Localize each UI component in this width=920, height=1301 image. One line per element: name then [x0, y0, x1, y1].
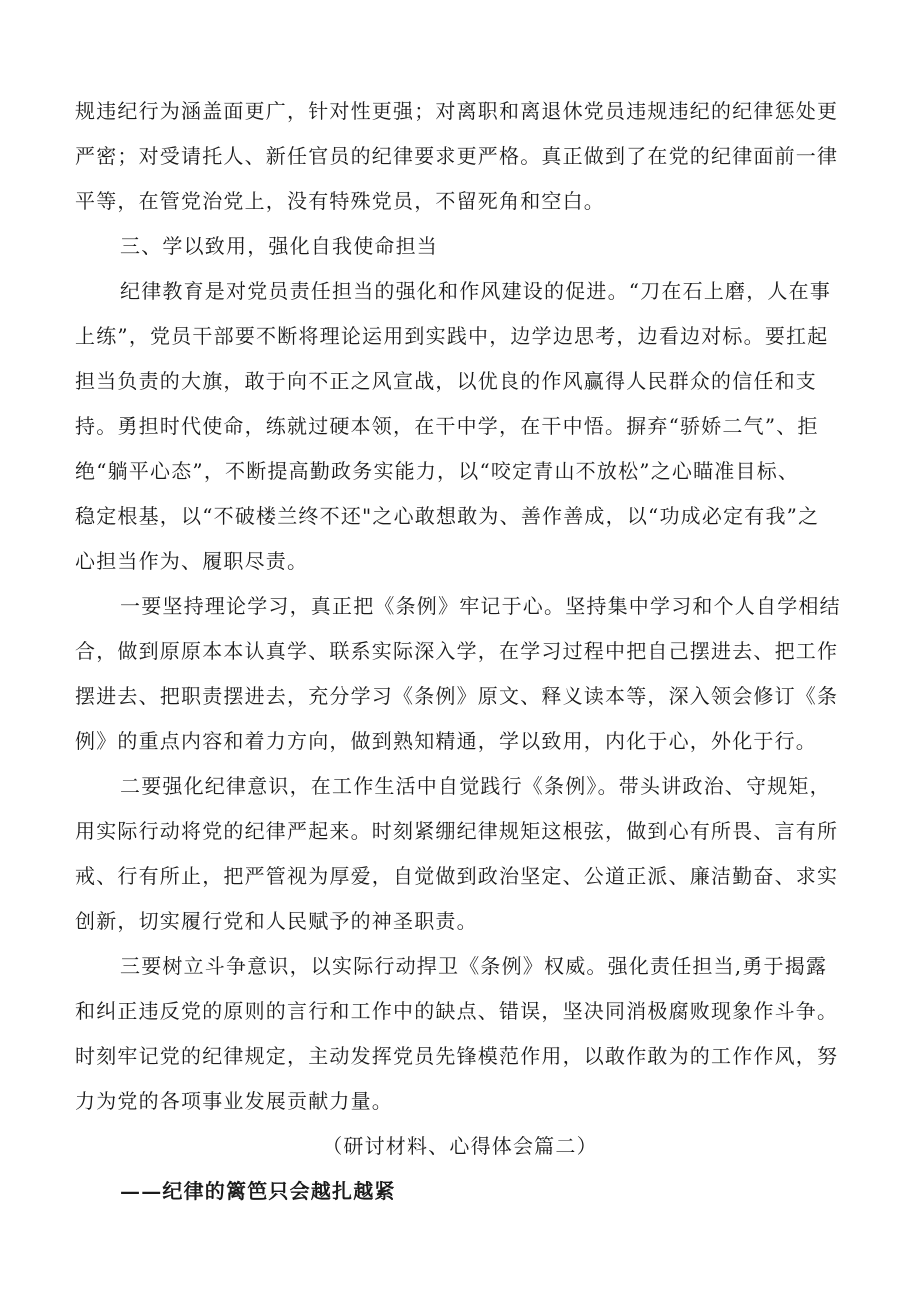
paragraph-line: 时刻牢记党的纪律规定，主动发挥党员先锋模范作用，以敢作敢为的工作作风，努: [75, 1044, 839, 1068]
paragraph-line: 和纠正违反党的原则的言行和工作中的缺点、错误，坚决同消极腐败现象作斗争。: [75, 999, 839, 1023]
paragraph-line: 例》的重点内容和着力方向，做到熟知精通，学以致用，内化于心，外化于行。: [75, 729, 817, 753]
article-label: （研讨材料、心得体会篇二）: [322, 1134, 598, 1158]
paragraph-line: 持。勇担时代使命，练就过硬本领，在干中学，在干中悟。摒弃“骄娇二气”、拒: [75, 414, 819, 438]
paragraph-line: 三要树立斗争意识，以实际行动捍卫《条例》权威。强化责任担当,勇于揭露: [120, 954, 828, 978]
paragraph-line: 创新，切实履行党和人民赋予的神圣职责。: [75, 909, 478, 933]
paragraph-line: 力为党的各项事业发展贡献力量。: [75, 1089, 393, 1113]
paragraph-line: 戒、行有所止，把严管视为厚爱，自觉做到政治坚定、公道正派、廉洁勤奋、求实: [75, 864, 839, 888]
article-subtitle: ——纪律的篱笆只会越扎越紧: [120, 1179, 396, 1203]
paragraph-line: 一要坚持理论学习，真正把《条例》牢记于心。坚持集中学习和个人自学相结: [120, 594, 841, 618]
paragraph-line: 摆进去、把职责摆进去，充分学习《条例》原文、释义读本等，深入领会修订《条: [75, 684, 839, 708]
paragraph-line: 用实际行动将党的纪律严起来。时刻紧绷纪律规矩这根弦，做到心有所畏、言有所: [75, 819, 839, 843]
paragraph-line: 心担当作为、履职尽责。: [75, 549, 309, 573]
paragraph-line: 合，做到原原本本认真学、联系实际深入学，在学习过程中把自己摆进去、把工作: [75, 639, 839, 663]
paragraph-line: 上练”，党员干部要不断将理论运用到实践中，边学边思考，边看边对标。要扛起: [75, 324, 829, 348]
paragraph-line: 二要强化纪律意识，在工作生活中自觉践行《条例》。带头讲政治、守规矩，: [120, 774, 831, 798]
section-heading: 三、学以致用，强化自我使命担当: [120, 234, 438, 258]
paragraph-line: 绝“躺平心态”，不断提高勤政务实能力，以“咬定青山不放松”之心瞄准目标、: [75, 459, 800, 483]
paragraph-line: 严密；对受请托人、新任官员的纪律要求更严格。真正做到了在党的纪律面前一律: [75, 144, 839, 168]
paragraph-line: 规违纪行为涵盖面更广，针对性更强；对离职和离退休党员违规违纪的纪律惩处更: [75, 99, 839, 123]
paragraph-line: 稳定根基，以“不破楼兰终不还"之心敢想敢为、善作善成，以“功成必定有我”之: [75, 504, 820, 528]
paragraph-line: 担当负责的大旗，敢于向不正之风宣战，以优良的作风赢得人民群众的信任和支: [75, 369, 817, 393]
paragraph-line: 纪律教育是对党员责任担当的强化和作风建设的促进。“刀在石上磨，人在事: [120, 279, 832, 303]
paragraph-line: 平等，在管党治党上，没有特殊党员，不留死角和空白。: [75, 189, 605, 213]
